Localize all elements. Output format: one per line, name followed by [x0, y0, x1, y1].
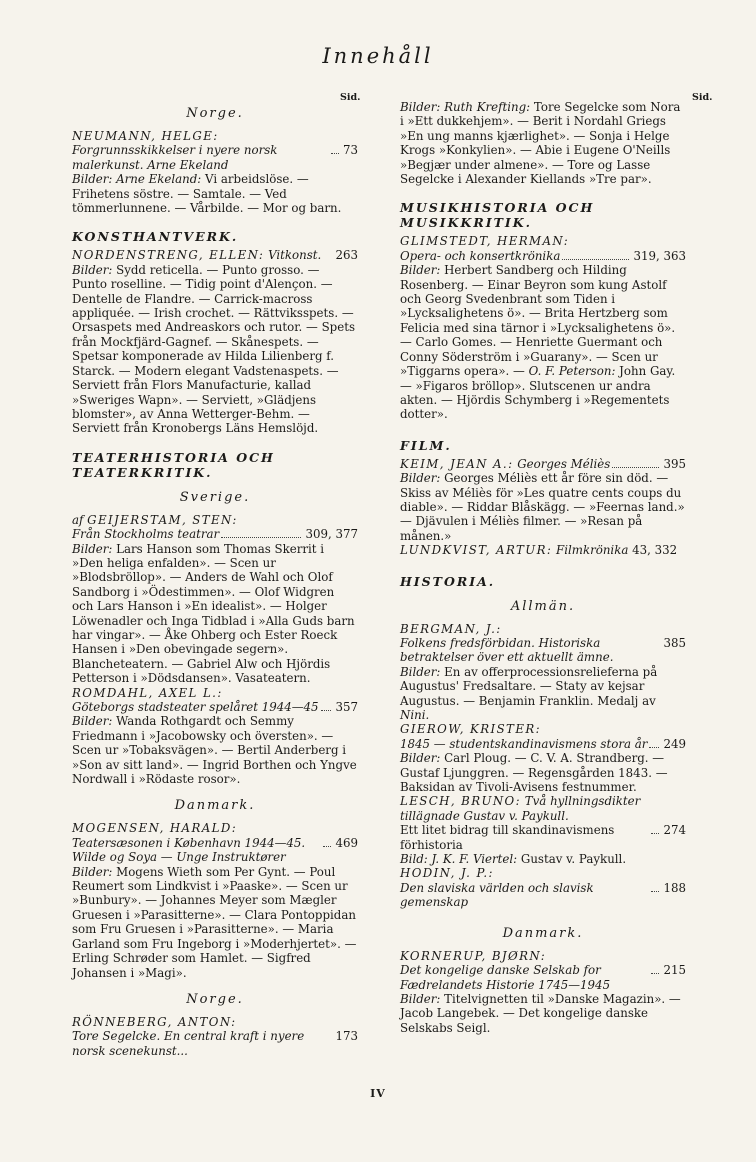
page-column-label-right: Sid. [692, 92, 713, 103]
entry-author: LESCH, BRUNO: [400, 794, 522, 809]
entry-page: 309, 377 [305, 527, 358, 542]
bilder-text: Mogens Wieth som Per Gynt. — Poul Reumert som Lindkvist i »Paaske». — Scen ur »Bunbury». — Johannes Meyer som Mægler Gruesen i »Parasitterne». — Clara Pontoppidan som Fru Gruesen i »Parasitterne». — Maria Garland som Fru Ingeborg i »Moderhjertet». — Erling Schrøder som Hamlet. — Sigfred Johansen i »Magi». [72, 864, 357, 980]
bilder-label: Bilder: [72, 262, 113, 277]
bilder-label: Bilder: [400, 664, 441, 679]
entry-author: LUNDKVIST, ARTUR: [400, 543, 553, 558]
entry-title: 1845 — studentskandinavismens stora år [400, 736, 648, 751]
entry-author: RÖNNEBERG, ANTON: [72, 1014, 237, 1029]
entry-page: 395 [663, 456, 686, 471]
entry-title: Från Stockholms teatrar [72, 527, 220, 542]
section-teaterhistoria: TEATERHISTORIA OCH TEATERKRITIK. [72, 449, 275, 480]
entry-page: 469 [335, 835, 358, 850]
left-column [72, 100, 358, 1058]
entry-gierow [400, 722, 686, 794]
entry-title: Teatersæsonen i København 1944—45. Wilde og Soya — Unge Instruktører [72, 835, 306, 865]
entry-author: GEIJERSTAM, STEN: [87, 512, 238, 527]
bilder-text: Lars Hanson som Thomas Skerrit i »Den heliga enfalden». — Scen ur »Blodsbröllop». — Anders de Wahl och Olof Sandborg i »Ödestimmen». — Olof Widgren och Lars Hanson i »En idealist». — Holger Löwenadler och Inga Tidblad i »Alla Guds barn har vingar». — Åke Ohberg och Ester Roeck Hansen i »Den obevingade segern». Blancheteatern. — Gabriel Alw och Hjördis Petterson i »Dödsdansen». Vasateatern. [72, 541, 355, 686]
entry-kornerup [400, 949, 686, 1035]
entry-title: Georges Méliès [517, 456, 611, 471]
bilder-artist: Arne Ekeland: [116, 172, 202, 187]
page-title: Innehåll [322, 44, 434, 68]
entry-page: 385 [663, 635, 686, 650]
bilder-label: Bilder: [72, 714, 113, 729]
bilder-label: Bilder: [400, 263, 441, 278]
entry-title: Forgrunnsskikkelser i nyere norsk malerkunst. Arne Ekeland [72, 143, 278, 172]
entry-title: Vitkonst. [268, 248, 322, 263]
entry-subtitle: Ett litet bidrag till skandinavismens förhistoria [400, 823, 615, 852]
entry-page: 73 [342, 143, 358, 158]
page-column-label-left: Sid. [340, 92, 361, 103]
section-historia: HISTORIA. [400, 573, 496, 589]
entry-author: HODIN, J. P.: [400, 866, 494, 881]
entry-author: ROMDAHL, AXEL L.: [72, 685, 223, 700]
entry-title: Det kongelige danske Selskab for Fædrelandets Historie 1745—1945 [400, 963, 611, 992]
section-film: FILM. [400, 437, 452, 453]
entry-author: KEIM, JEAN A.: [400, 456, 514, 471]
entry-page: 188 [663, 880, 686, 895]
bilder-artist: Nini. [400, 708, 430, 722]
section-konsthantverk: KONSTHANTVERK. [72, 229, 239, 245]
entry-page: 173 [335, 1029, 358, 1044]
entry-title: Tore Segelcke. En central kraft i nyere norsk scenekunst... [72, 1029, 305, 1058]
entry-author: MOGENSEN, HARALD: [72, 821, 238, 836]
bilder-label: Bilder: [400, 471, 441, 486]
entry-title: Två hyllningsdikter tillägnade Gustav v. Paykull. [400, 794, 641, 823]
entry-bergman [400, 622, 686, 723]
entry-geijerstam [72, 513, 358, 686]
section-allman: Allmän. [510, 598, 576, 614]
bilder-text: Georges Méliès ett år före sin död. — Skiss av Méliès för »Les quatre cents coups du diable». — Riddar Blåskägg. — »Feernas land.» — Djävulen i Méliès filmer. — »Resan på månen.» [400, 471, 685, 543]
bilder-text: Wanda Rothgardt och Semmy Friedmann i »Jacobowsky och översten». — Scen ur »Tobaksvägen». — Bertil Anderberg i »Son av sitt land». — Ingrid Borthen och Yngve Nordwall i »Rödaste rosor». [72, 714, 357, 787]
section-musikhistoria: MUSIKHISTORIA OCH MUSIKKRITIK. [400, 200, 595, 231]
entry-mogensen [72, 821, 358, 979]
entry-author: GIEROW, KRISTER: [400, 722, 541, 737]
section-danmark: Danmark. [174, 798, 256, 814]
entry-page: 319, 363 [633, 248, 686, 263]
section-norge-2: Norge. [186, 991, 244, 1007]
entry-prefix: af [72, 512, 84, 527]
entry-title: Opera- och konsertkrönika [400, 248, 561, 263]
bilder-label: Bilder: [72, 541, 113, 556]
section-sverige: Sverige. [179, 489, 251, 505]
bilder-text-2: John Gay. — »Figaros bröllop». Slutscenen ur andra akten. — Hjördis Schymberg i »Regementets dotter». [400, 364, 676, 422]
entry-page: 263 [335, 248, 358, 263]
bilder-text: En av offerprocessionsrelieferna på Augustus' Fredsaltare. — Staty av kejsar Augustus. — Benjamin Franklin. Medalj av [400, 664, 658, 708]
bilder-label: Bilder: [72, 172, 113, 187]
entry-title: Folkens fredsförbidan. Historiska betraktelser över ett aktuellt ämne. [400, 635, 614, 665]
entry-title: Den slaviska världen och slavisk gemenskap [400, 880, 594, 910]
section-danmark-2: Danmark. [502, 925, 584, 941]
entry-keim [400, 457, 686, 543]
entry-title: Filmkrönika [556, 543, 629, 558]
bilder-text: Titelvignetten til »Danske Magazin». — Jacob Langebek. — Det kongelige danske Selskabs Seigl. [400, 991, 681, 1035]
section-norge: Norge. [186, 106, 244, 121]
entry-lundkvist [400, 543, 686, 557]
entry-page: 274 [663, 823, 686, 838]
bilder-text: Vi arbeidslöse. — Frihetens söstre. — Samtale. — Ved tömmerlunnene. — Vårbilde. — Mor og barn. [72, 172, 342, 216]
bilder-artist: O. F. Peterson: [528, 364, 616, 379]
entry-title: Göteborgs stadsteater spelåret 1944—45 [72, 700, 319, 714]
bilder-label: Bilder: [72, 864, 113, 879]
entry-page: 357 [335, 700, 358, 714]
entry-page: 215 [663, 963, 686, 978]
bilder-text: Sydd reticella. — Punto grosso. — Punto roselline. — Tidig point d'Alençon. — Dentelle de Flandre. — Carrick-macross appliquée. — Irish crochet. — Rättviksspets. — Orsaspets med Andreaskors och rutor. — Spets från Mockfjärd-Gagnef. — Skånespets. — Spetsar komponerade av Hilda Lilienberg f. Starck. — Modern elegant Vadstenaspets. — Serviett från Flors Manufacturie, kallad »Sweriges Wapn». — Serviett, »Glädjens blomster», av Anna Wetterger-Behm. — Serviett från Kronobergs Läns Hemslöjd. [72, 262, 356, 436]
bilder-text: Tore Segelcke som Nora i »Ett dukkehjem». — Berit i Nordahl Griegs »En ung manns kjærlighet». — Sonja i Helge Krogs »Konkylien». — Abie i Eugene O'Neills »Begjær under almene». — Tore og Lasse Segelcke i Alexander Kiellands »Tre par». [400, 100, 681, 187]
bilder-text: Herbert Sandberg och Hilding Rosenberg. — Einar Beyron som kung Astolf och Georg Svedenbrant som Tiden i »Lycksalighetens ö». — Brita Hertzberg som Felicia med sina tärnor i »Lycksalighetens ö». — Carlo Gomes. — Henriette Guermant och Conny Söderström i »Guarany». — Scen ur »Tiggarns opera». — [400, 263, 676, 379]
bild-label: Bild: [400, 852, 428, 867]
entry-ronneberg-continued [400, 100, 686, 186]
bilder-artist: Ruth Krefting: [444, 100, 531, 114]
entry-page: 43, 332 [632, 543, 678, 558]
entry-glimstedt [400, 234, 686, 421]
entry-romdahl [72, 686, 358, 787]
entry-lesch [400, 794, 686, 866]
bilder-label: Bilder: [400, 751, 441, 766]
entry-page: 249 [663, 736, 686, 751]
entry-author: KORNERUP, BJØRN: [400, 948, 547, 963]
bild-text: Gustav v. Paykull. [520, 852, 627, 867]
page-number: IV [370, 1087, 386, 1100]
entry-nordenstreng [72, 248, 358, 435]
entry-author: GLIMSTEDT, HERMAN: [400, 234, 570, 249]
entry-neumann [72, 129, 358, 215]
bilder-label: Bilder: [400, 100, 441, 114]
bilder-label: Bilder: [400, 991, 441, 1006]
entry-hodin [400, 866, 686, 909]
entry-author: NORDENSTRENG, ELLEN: [72, 248, 265, 263]
right-column [400, 100, 686, 1035]
entry-author: BERGMAN, J.: [400, 621, 502, 636]
bilder-text: Carl Ploug. — C. V. A. Strandberg. — Gustaf Ljunggren. — Regensgården 1843. — Baksidan av Tivoli-Avisens festnummer. [400, 751, 668, 795]
entry-author: NEUMANN, HELGE: [72, 129, 219, 143]
entry-ronneberg [72, 1015, 358, 1058]
bild-artist: J. K. F. Viertel: [431, 852, 518, 867]
